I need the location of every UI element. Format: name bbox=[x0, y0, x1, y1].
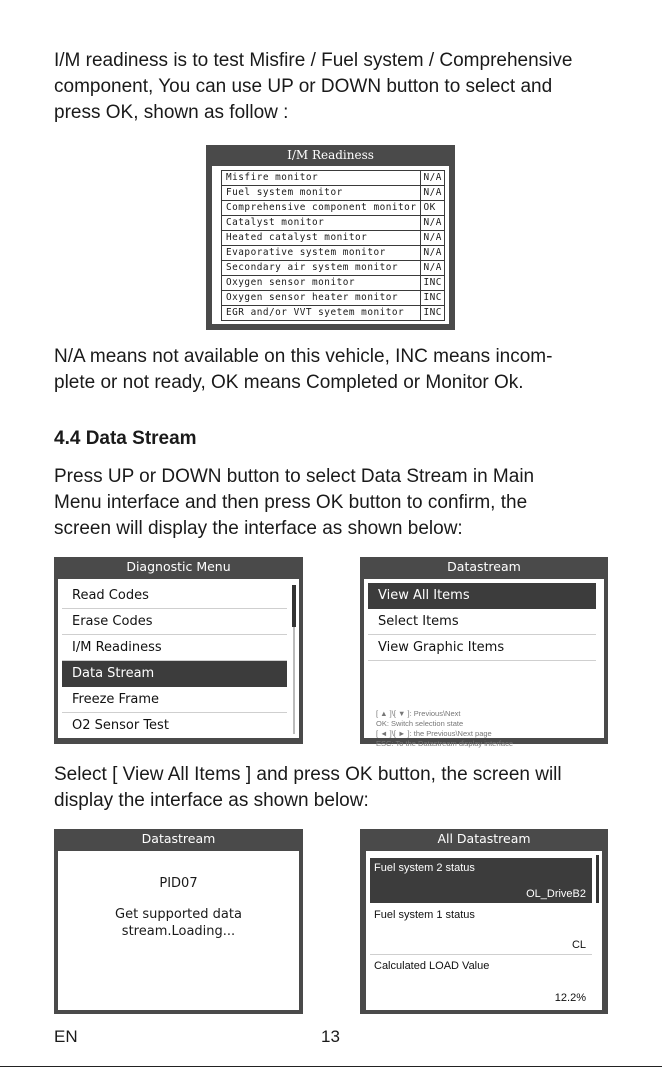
data-stream-intro-line: Menu interface and then press OK button to confirm, the bbox=[54, 492, 528, 513]
loading-line: Get supported data bbox=[115, 907, 242, 922]
menu-item-view-graphic-items[interactable]: View Graphic Items bbox=[368, 635, 596, 661]
monitor-status: N/A bbox=[421, 186, 445, 201]
screen-title: I/M Readiness bbox=[287, 148, 374, 162]
key-hints bbox=[376, 709, 513, 749]
screen-body bbox=[212, 166, 449, 324]
menu-item-erase-codes[interactable]: Erase Codes bbox=[62, 609, 287, 635]
table-row bbox=[222, 261, 445, 276]
screen-body bbox=[58, 579, 299, 738]
view-all-intro-line: display the interface as shown below: bbox=[54, 790, 369, 811]
datastream-item[interactable] bbox=[370, 858, 592, 903]
table-row bbox=[222, 276, 445, 291]
table-row bbox=[222, 246, 445, 261]
hint-line: ESC: To the Datastream display interface bbox=[376, 739, 514, 748]
monitor-name: Heated catalyst monitor bbox=[222, 231, 421, 246]
monitor-name: EGR and/or VVT syetem monitor bbox=[222, 306, 421, 321]
monitor-status: INC bbox=[421, 291, 445, 306]
footer-language: EN bbox=[54, 1027, 78, 1046]
loading-message bbox=[78, 906, 279, 940]
scrollbar-thumb[interactable] bbox=[596, 855, 599, 903]
datastream-item-value: OL_DriveB2 bbox=[526, 888, 586, 900]
diagnostic-menu-screen bbox=[54, 557, 303, 744]
intro-paragraph bbox=[54, 48, 614, 126]
menu-item-im-readiness[interactable]: I/M Readiness bbox=[62, 635, 287, 661]
all-datastream-screen bbox=[360, 829, 608, 1014]
bottom-rule bbox=[0, 1066, 662, 1067]
intro-line: component, You can use UP or DOWN button to select and bbox=[54, 76, 553, 97]
datastream-menu-screen bbox=[360, 557, 608, 748]
section-heading: 4.4 Data Stream bbox=[54, 428, 197, 449]
monitor-name: Oxygen sensor heater monitor bbox=[222, 291, 421, 306]
diagnostic-menu-list bbox=[62, 583, 287, 738]
scrollbar-thumb[interactable] bbox=[292, 585, 296, 627]
menu-item-freeze-frame[interactable]: Freeze Frame bbox=[62, 687, 287, 713]
screen-title: All Datastream bbox=[437, 831, 531, 846]
screen-title: Datastream bbox=[141, 831, 216, 846]
datastream-loading-screen bbox=[54, 829, 303, 1014]
hint-line: [ ◄ ]\[ ► ]: the Previous\Next page bbox=[376, 729, 492, 738]
data-stream-intro-paragraph bbox=[54, 464, 614, 542]
hint-line: [ ▲ ]\[ ▼ ]: Previous\Next bbox=[376, 709, 461, 718]
monitor-name: Catalyst monitor bbox=[222, 216, 421, 231]
status-note-paragraph bbox=[54, 344, 614, 396]
table-row bbox=[222, 306, 445, 321]
datastream-item-name: Calculated LOAD Value bbox=[374, 960, 490, 972]
table-row bbox=[222, 216, 445, 231]
menu-item-view-all-items[interactable]: View All Items bbox=[368, 583, 596, 609]
monitor-name: Comprehensive component monitor bbox=[222, 201, 421, 216]
scrollbar[interactable] bbox=[293, 585, 295, 734]
status-note-line: N/A means not available on this vehicle, INC means incom- bbox=[54, 346, 553, 367]
monitor-status: OK bbox=[421, 201, 445, 216]
page-number: 13 bbox=[321, 1027, 340, 1046]
menu-item-o2-sensor-test[interactable]: O2 Sensor Test bbox=[72, 718, 169, 733]
table-row bbox=[222, 201, 445, 216]
pid-label: PID07 bbox=[159, 876, 198, 891]
im-readiness-table bbox=[221, 170, 445, 321]
monitor-name: Evaporative system monitor bbox=[222, 246, 421, 261]
screen-title: Datastream bbox=[447, 559, 521, 574]
datastream-item-name: Fuel system 2 status bbox=[374, 862, 475, 874]
screen-body bbox=[364, 579, 604, 748]
monitor-status: N/A bbox=[421, 231, 445, 246]
hint-line: OK: Switch selection state bbox=[376, 719, 464, 728]
monitor-status: INC bbox=[421, 306, 445, 321]
screen-title: Diagnostic Menu bbox=[126, 559, 231, 574]
im-readiness-screen bbox=[206, 145, 455, 330]
menu-item-data-stream[interactable]: Data Stream bbox=[62, 661, 287, 687]
status-note-line: plete or not ready, OK means Completed or Monitor Ok. bbox=[54, 372, 524, 393]
screen-body bbox=[58, 851, 299, 1010]
monitor-status: N/A bbox=[421, 246, 445, 261]
datastream-item[interactable] bbox=[370, 956, 592, 1007]
monitor-name: Secondary air system monitor bbox=[222, 261, 421, 276]
view-all-intro-line: Select [ View All Items ] and press OK button, the screen will bbox=[54, 764, 562, 785]
intro-line: press OK, shown as follow : bbox=[54, 102, 289, 123]
monitor-status: N/A bbox=[421, 261, 445, 276]
table-row bbox=[222, 186, 445, 201]
monitor-status: N/A bbox=[421, 216, 445, 231]
view-all-intro-paragraph bbox=[54, 762, 614, 814]
data-stream-intro-line: Press UP or DOWN button to select Data Stream in Main bbox=[54, 466, 535, 487]
datastream-item[interactable] bbox=[370, 905, 592, 955]
datastream-item-value: 12.2% bbox=[554, 992, 586, 1004]
loading-line: stream.Loading... bbox=[121, 924, 236, 939]
screen-body bbox=[366, 851, 602, 1010]
data-stream-intro-line: screen will display the interface as shown below: bbox=[54, 518, 463, 539]
intro-line: I/M readiness is to test Misfire / Fuel system / Comprehensive bbox=[54, 50, 573, 71]
datastream-item-value: CL bbox=[571, 939, 586, 951]
datastream-item-name: Fuel system 1 status bbox=[374, 909, 475, 921]
monitor-name: Misfire monitor bbox=[222, 171, 421, 186]
monitor-name: Fuel system monitor bbox=[222, 186, 421, 201]
monitor-status: N/A bbox=[421, 171, 445, 186]
table-row bbox=[222, 291, 445, 306]
menu-item-select-items[interactable]: Select Items bbox=[368, 609, 596, 635]
monitor-name: Oxygen sensor monitor bbox=[222, 276, 421, 291]
datastream-menu-list bbox=[368, 583, 596, 661]
table-row bbox=[222, 171, 445, 186]
menu-item-read-codes[interactable]: Read Codes bbox=[62, 583, 287, 609]
monitor-status: INC bbox=[421, 276, 445, 291]
table-row bbox=[222, 231, 445, 246]
